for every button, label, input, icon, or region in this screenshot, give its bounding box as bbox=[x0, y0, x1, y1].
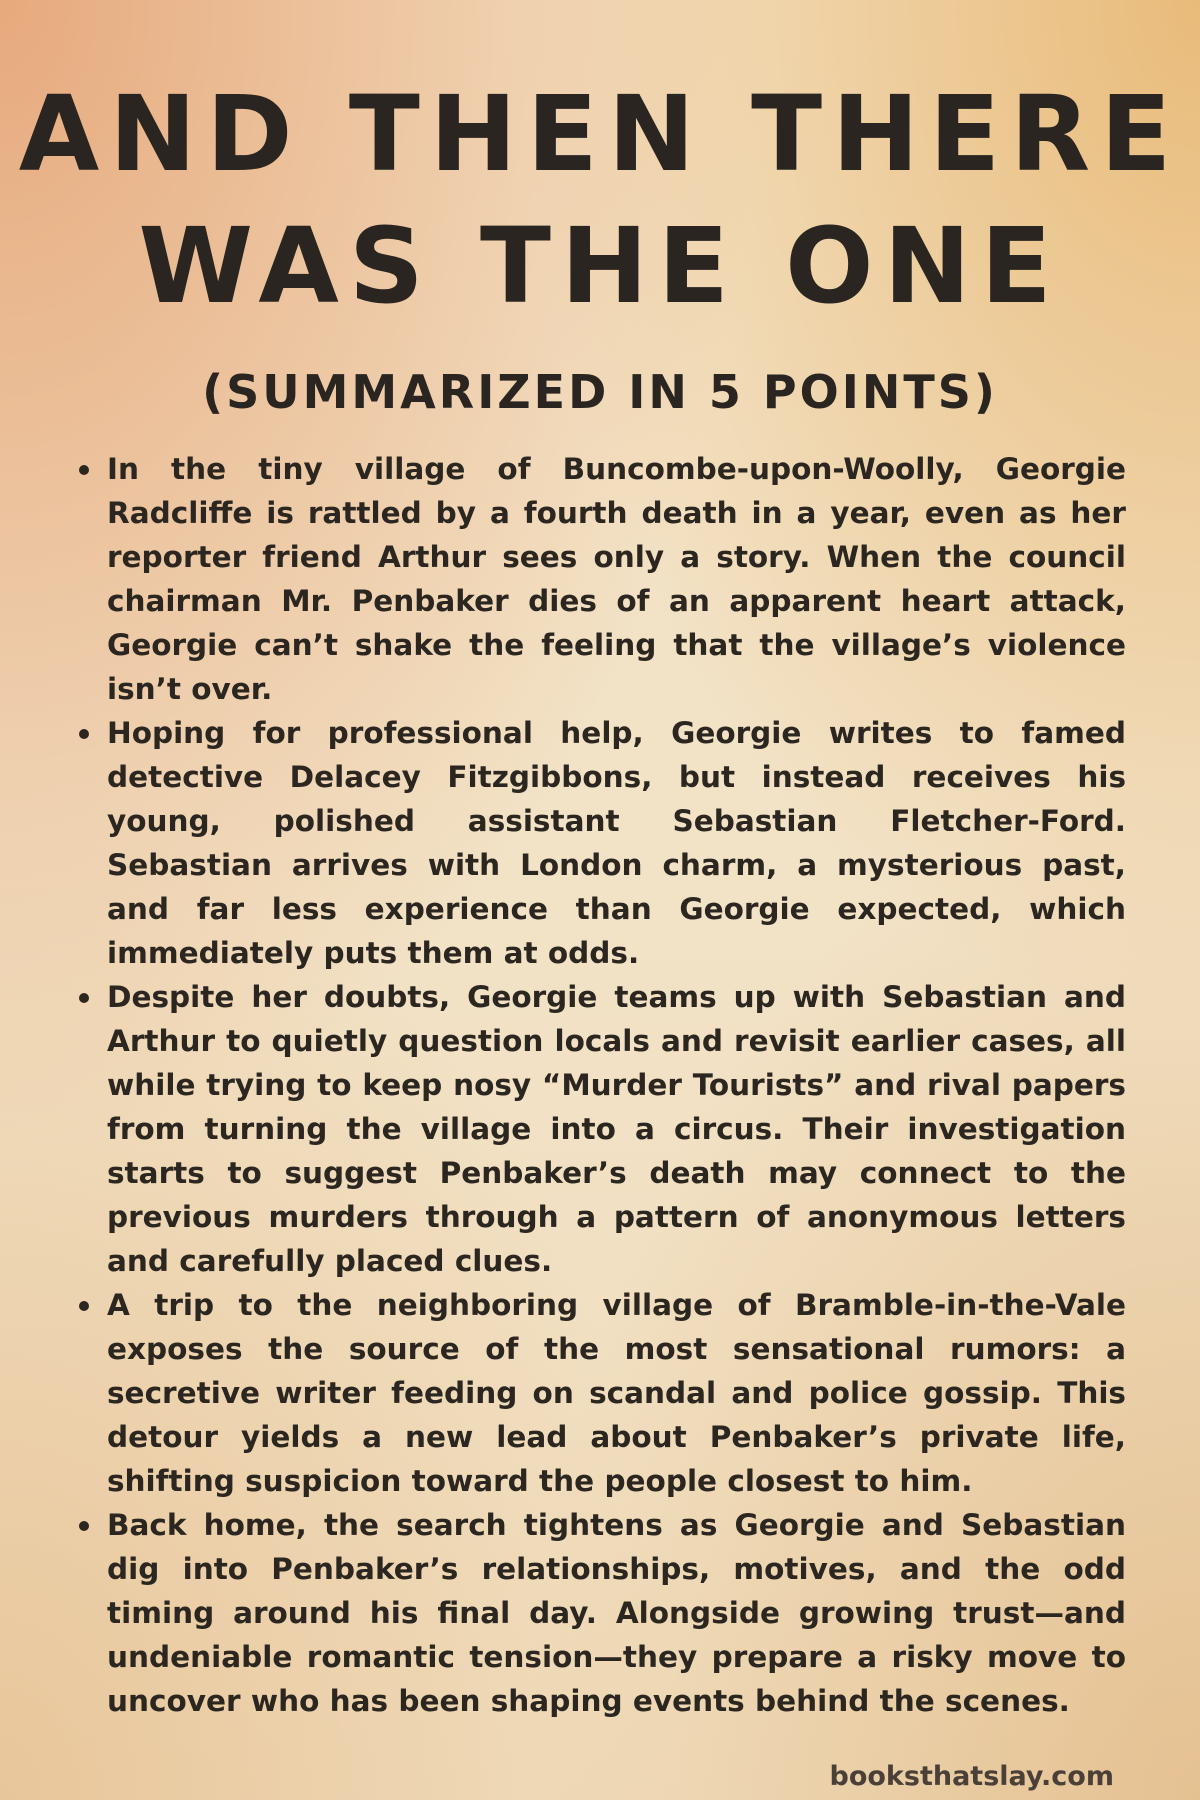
bullet-icon bbox=[79, 729, 89, 739]
website-credit: booksthatslay.com bbox=[829, 1761, 1114, 1792]
title-line-1: AND THEN THERE bbox=[18, 73, 1182, 195]
summary-point-text: Back home, the search tightens as Georgie and Sebastian dig into Penbaker’s relationships, motives, and the odd timing around his final day. Alongside growing trust—and undeniable romantic tension—they prepare a risky move to uncover who has been shaping events behind the scenes. bbox=[107, 1508, 1126, 1718]
summary-point bbox=[74, 975, 1126, 1283]
bullet-icon bbox=[79, 1521, 89, 1531]
summary-point bbox=[74, 711, 1126, 975]
summary-list bbox=[74, 447, 1126, 1723]
summary-point bbox=[74, 447, 1126, 711]
bullet-icon bbox=[79, 465, 89, 475]
summary-point bbox=[74, 1503, 1126, 1723]
summary-point-text: Despite her doubts, Georgie teams up with Sebastian and Arthur to quietly question locals and revisit earlier cases, all while trying to keep nosy “Murder Tourists” and rival papers from turning the village into a circus. Their investigation starts to suggest Penbaker’s death may connect to the previous murders through a pattern of anonymous letters and carefully placed clues. bbox=[107, 980, 1126, 1278]
summary-point-text: In the tiny village of Buncombe-upon-Woolly, Georgie Radcliffe is rattled by a fourth death in a year, even as her reporter friend Arthur sees only a story. When the council chairman Mr. Penbaker dies of an apparent heart attack, Georgie can’t shake the feeling that the village’s violence isn’t over. bbox=[107, 452, 1126, 706]
summary-point bbox=[74, 1283, 1126, 1503]
summary-point-text: A trip to the neighboring village of Bramble-in-the-Vale exposes the source of the most sensational rumors: a secretive writer feeding on scandal and police gossip. This detour yields a new lead about Penbaker’s private life, shifting suspicion toward the people closest to him. bbox=[107, 1288, 1126, 1498]
bullet-icon bbox=[79, 993, 89, 1003]
title-line-2: WAS THE ONE bbox=[138, 205, 1062, 327]
subtitle: (SUMMARIZED IN 5 POINTS) bbox=[202, 365, 998, 419]
summary-point-text: Hoping for professional help, Georgie writes to famed detective Delacey Fitzgibbons, but instead receives his young, polished assistant Sebastian Fletcher-Ford. Sebastian arrives with London charm, a mysterious past, and far less experience than Georgie expected, which immediately puts them at odds. bbox=[107, 716, 1126, 970]
bullet-icon bbox=[79, 1301, 89, 1311]
